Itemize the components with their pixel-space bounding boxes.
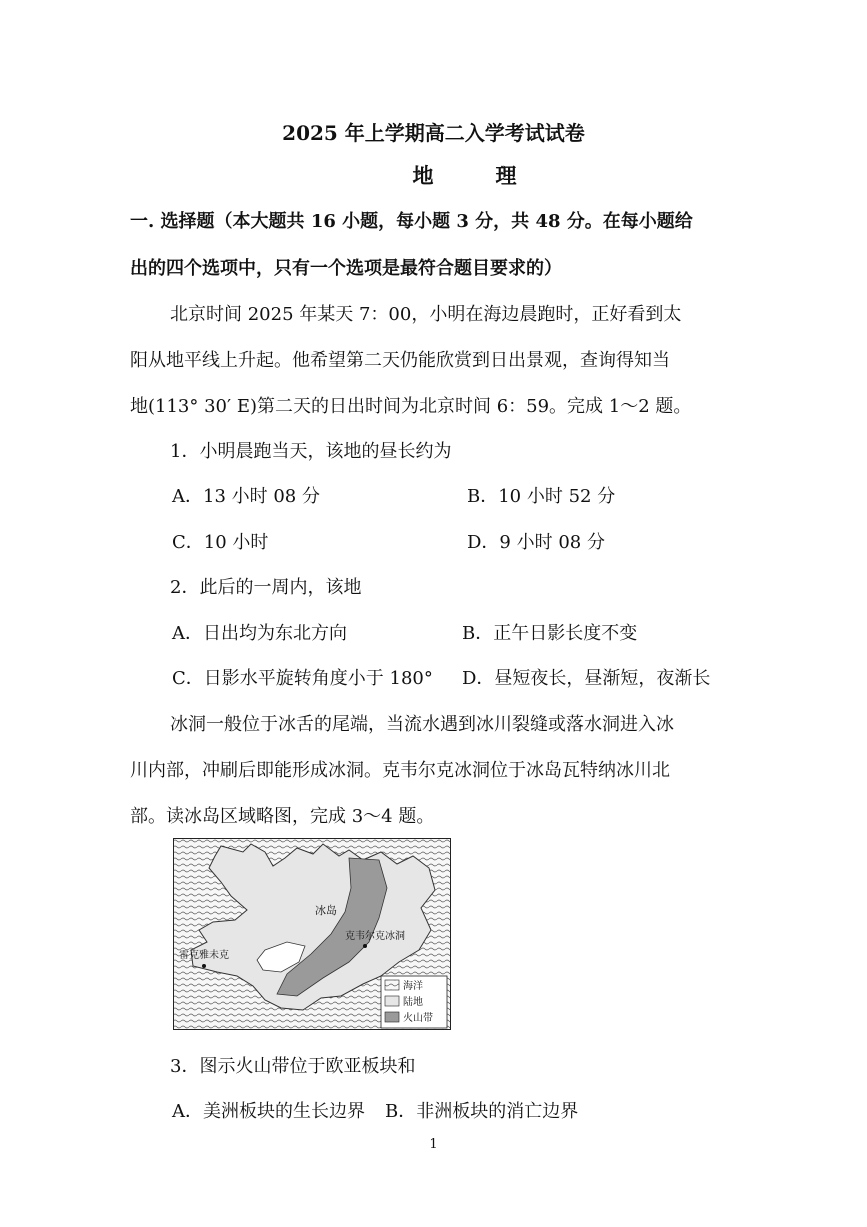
question-1-option-b: B．10 小时 52 分 bbox=[467, 486, 616, 507]
section-description-line2: 出的四个选项中，只有一个选项是最符合题目要求的） bbox=[130, 258, 562, 279]
question-3-stem: 3．图示火山带位于欧亚板块和 bbox=[170, 1056, 416, 1077]
question-2-option-c: C．日影水平旋转角度小于 180° bbox=[172, 668, 433, 689]
passage2-line1: 冰洞一般位于冰舌的尾端，当流水遇到冰川裂缝或落水洞进入冰 bbox=[170, 714, 674, 735]
question-1-stem: 1．小明晨跑当天，该地的昼长约为 bbox=[170, 441, 452, 462]
legend-swatch-volcano bbox=[385, 1012, 399, 1022]
question-1-option-d: D．9 小时 08 分 bbox=[467, 532, 605, 553]
legend-swatch-ocean bbox=[385, 980, 399, 990]
question-2-option-d: D．昼短夜长，昼渐短，夜渐长 bbox=[462, 668, 711, 689]
question-1-option-a: A．13 小时 08 分 bbox=[172, 486, 320, 507]
passage1-line3: 地(113° 30′ E)第二天的日出时间为北京时间 6：59。完成 1～2 题。 bbox=[130, 396, 692, 417]
map-label-city: 雷克雅未克 bbox=[179, 950, 229, 961]
question-3-option-b: B．非洲板块的消亡边界 bbox=[385, 1101, 579, 1122]
page-title: 2025 年上学期高二入学考试试卷 bbox=[282, 121, 585, 145]
map-legend bbox=[381, 976, 447, 1028]
legend-swatch-land bbox=[385, 996, 399, 1006]
passage2-line3: 部。读冰岛区域略图，完成 3～4 题。 bbox=[130, 806, 435, 827]
page-number: 1 bbox=[429, 1137, 438, 1152]
legend-label-land: 陆地 bbox=[403, 997, 423, 1008]
section-description: （本大题共 16 小题，每小题 3 分，共 48 分。在每小题给 bbox=[214, 211, 693, 232]
ice-cave-marker bbox=[363, 944, 367, 948]
passage1-line1: 北京时间 2025 年某天 7：00，小明在海边晨跑时，正好看到太 bbox=[170, 304, 682, 325]
reykjavik-marker bbox=[202, 964, 206, 968]
question-2-option-b: B．正午日影长度不变 bbox=[462, 623, 638, 644]
iceland-map bbox=[173, 838, 451, 1030]
legend-label-volcano: 火山带 bbox=[403, 1013, 433, 1024]
section-heading-line1 bbox=[130, 207, 693, 233]
passage1-line2: 阳从地平线上升起。他希望第二天仍能欣赏到日出景观，查询得知当 bbox=[130, 350, 670, 371]
question-3-option-a: A．美洲板块的生长边界 bbox=[172, 1101, 365, 1122]
map-label-island: 冰岛 bbox=[315, 904, 337, 917]
question-2-option-a: A．日出均为东北方向 bbox=[172, 623, 347, 644]
passage2-line2: 川内部，冲刷后即能形成冰洞。克韦尔克冰洞位于冰岛瓦特纳冰川北 bbox=[130, 760, 670, 781]
question-2-stem: 2．此后的一周内，该地 bbox=[170, 577, 362, 598]
question-1-option-c: C．10 小时 bbox=[172, 532, 269, 553]
subject-title: 地理 bbox=[412, 163, 579, 188]
map-label-cave: 克韦尔克冰洞 bbox=[345, 931, 405, 942]
section-label: 一. 选择题 bbox=[130, 211, 215, 232]
legend-label-ocean: 海洋 bbox=[403, 981, 423, 992]
